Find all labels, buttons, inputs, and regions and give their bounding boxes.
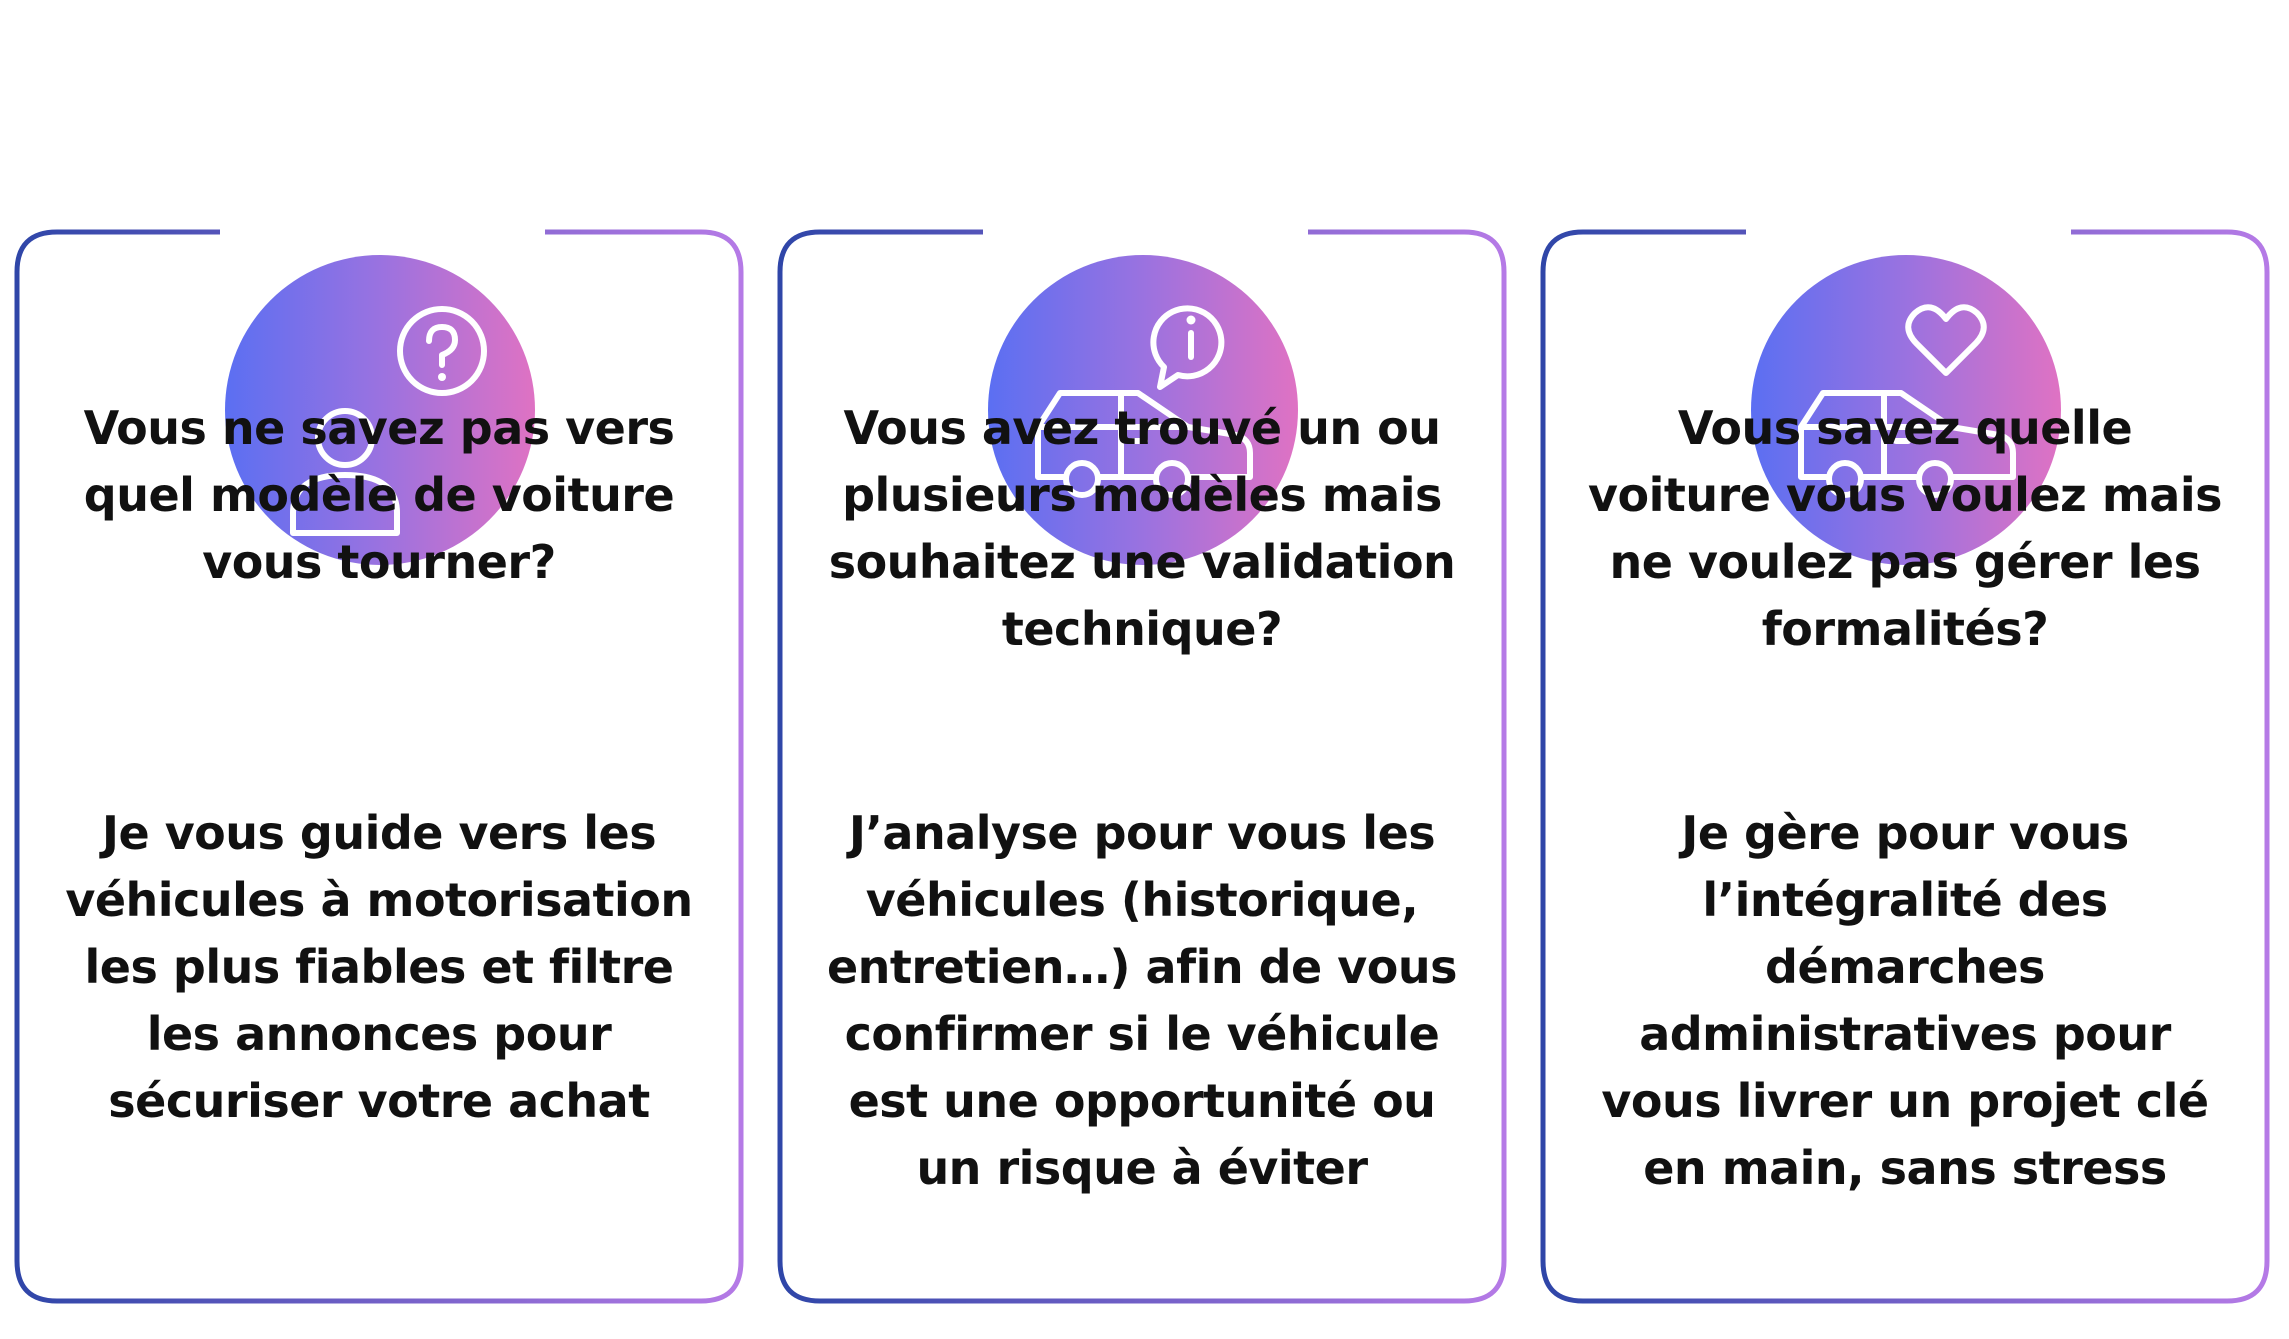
card-answer: Je vous guide vers les véhicules à motorisation les plus fiables et filtre les annonces pour sécuriser votre achat [65, 806, 693, 1128]
service-card-admin-formalities [1541, 230, 2269, 1303]
service-card-technical-validation [778, 230, 1506, 1303]
card-question: Vous ne savez pas vers quel modèle de voiture vous tourner? [83, 401, 675, 589]
card-question: Vous avez trouvé un ou plusieurs modèles mais souhaitez une validation technique? [828, 401, 1456, 656]
card-answer: J’analyse pour vous les véhicules (historique, entretien…) afin de vous confirmer si le véhicule est une opportunité ou un risque à éviter [826, 806, 1457, 1195]
service-card-model-guidance [15, 230, 743, 1303]
card-question: Vous savez quelle voiture vous voulez mais ne voulez pas gérer les formalités? [1588, 401, 2222, 656]
card-answer: Je gère pour vous l’intégralité des démarches administratives pour vous livrer un projet clé en main, sans stress [1601, 806, 2209, 1195]
